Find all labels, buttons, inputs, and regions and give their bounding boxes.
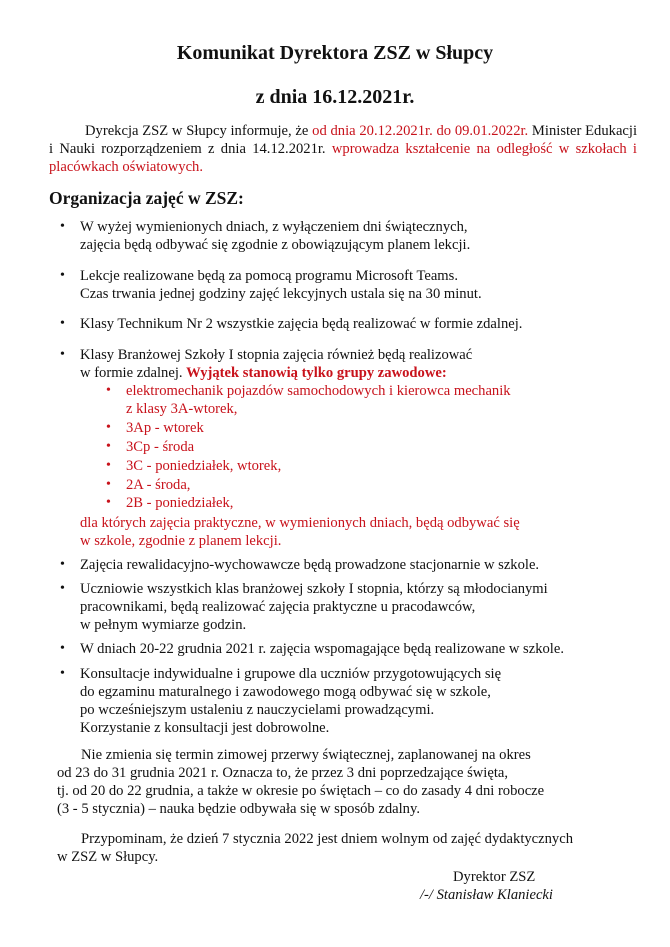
list-item [60,267,620,303]
paragraph-line: w ZSZ w Słupcy. [57,849,159,865]
bullet-icon: • [60,557,65,572]
list-item-line: Czas trwania jednej godziny zajęć lekcyjnych ustala się na 30 minut. [80,286,482,302]
signature-name: /-/ Stanisław Klaniecki [420,887,553,903]
section-title: Organizacja zajęć w ZSZ: [49,188,244,208]
list-item-line: Klasy Branżowej Szkoły I stopnia zajęcia również będą realizować [80,347,473,363]
list-item-text: w formie zdalnej. [80,365,187,381]
bullet-icon: • [106,458,111,473]
list-item [60,580,620,634]
list-item-line: Klasy Technikum Nr 2 wszystkie zajęcia będą realizować w formie zdalnej. [80,316,523,332]
list-item [60,315,620,333]
list-item [60,218,620,254]
exceptions-note-line: w szkole, zgodnie z planem lekcji. [80,533,282,549]
exception-text: 2A - środa, [126,477,191,493]
list-item-line: Lekcje realizowane będą za pomocą programu Microsoft Teams. [80,268,458,284]
list-item-line: po wcześniejszym ustaleniu z nauczycielami prowadzącymi. [80,702,435,718]
exception-text: 3Ap - wtorek [126,420,204,436]
list-item-line: W dniach 20-22 grudnia 2021 r. zajęcia wspomagające będą realizowane w szkole. [80,641,564,657]
exception-text: 2B - poniedziałek, [126,495,234,511]
intro-text-2: Minister Edukacji i Nauki rozporządzeniem z dnia 14.12.2021r. [49,123,638,157]
reminder-paragraph [57,830,637,866]
bullet-icon: • [60,219,65,234]
paragraph-line: od 23 do 31 grudnia 2021 r. Oznacza to, że przez 3 dni poprzedzające święta, [57,765,509,781]
list-item-line: W wyżej wymienionych dniach, z wyłączeniem dni świątecznych, [80,219,468,235]
list-item-line: do egzaminu maturalnego i zawodowego mogą odbywać się w szkole, [80,684,491,700]
exception-item [106,457,606,475]
bullet-icon: • [60,347,65,362]
paragraph-line: tj. od 20 do 22 grudnia, a także w okresie po świętach – co do zasady 4 dni robocze [57,783,545,799]
list-item [60,640,620,658]
exceptions-note [80,514,620,550]
list-item-line: zajęcia będą odbywać się zgodnie z obowiązującym planem lekcji. [80,237,471,253]
exception-item [106,382,606,418]
exception-text: 3Cp - środa [126,439,195,455]
exception-text: z klasy 3A-wtorek, [126,401,238,417]
intro-text-1: Dyrekcja ZSZ w Słupcy informuje, że [85,123,313,139]
list-item [60,556,620,574]
exception-item [106,419,606,437]
bullet-icon: • [106,477,111,492]
list-item [60,665,620,737]
bullet-icon: • [60,666,65,681]
page-date: z dnia 16.12.2021r. [255,86,415,108]
list-item-line: Uczniowie wszystkich klas branżowej szkoły I stopnia, którzy są młodocianymi [80,581,548,597]
paragraph-line: Przypominam, że dzień 7 stycznia 2022 jest dniem wolnym od zajęć dydaktycznych [81,831,573,847]
bullet-icon: • [106,420,111,435]
exception-text: 3C - poniedziałek, wtorek, [126,458,282,474]
bullet-icon: • [60,316,65,331]
holiday-paragraph [57,746,637,818]
exceptions-heading: Wyjątek stanowią tylko grupy zawodowe: [186,365,447,381]
intro-paragraph [49,122,637,176]
list-item-line [80,364,620,382]
paragraph-line: (3 - 5 stycznia) – nauka będzie odbywała się w sposób zdalny. [57,801,420,817]
bullet-icon: • [60,641,65,656]
list-item-line: Korzystanie z konsultacji jest dobrowolne. [80,720,330,736]
list-item-line: w pełnym wymiarze godzin. [80,617,247,633]
list-item-line: pracownikami, będą realizować zajęcia praktyczne u pracodawców, [80,599,476,615]
exception-item [106,494,606,512]
bullet-icon: • [60,581,65,596]
bullet-icon: • [106,495,111,510]
list-item [60,346,620,382]
bullet-icon: • [60,268,65,283]
paragraph-line: Nie zmienia się termin zimowej przerwy świątecznej, zaplanowanej na okres [81,747,531,763]
exception-item [106,438,606,456]
exception-text: elektromechanik pojazdów samochodowych i kierowca mechanik [126,383,511,399]
bullet-icon: • [106,439,111,454]
intro-remote-learning: wprowadza kształcenie na odległość w szkołach i placówkach oświatowych. [49,141,637,175]
signature-role: Dyrektor ZSZ [453,869,536,885]
intro-dates: od dnia 20.12.2021r. do 09.01.2022r. [312,123,529,139]
bullet-icon: • [106,383,111,398]
list-item-line: Konsultacje indywidualne i grupowe dla uczniów przygotowujących się [80,666,502,682]
page-title: Komunikat Dyrektora ZSZ w Słupcy [176,42,494,64]
exception-item [106,476,606,494]
exceptions-note-line: dla których zajęcia praktyczne, w wymienionych dniach, będą odbywać się [80,515,520,531]
list-item-line: Zajęcia rewalidacyjno-wychowawcze będą prowadzone stacjonarnie w szkole. [80,557,540,573]
